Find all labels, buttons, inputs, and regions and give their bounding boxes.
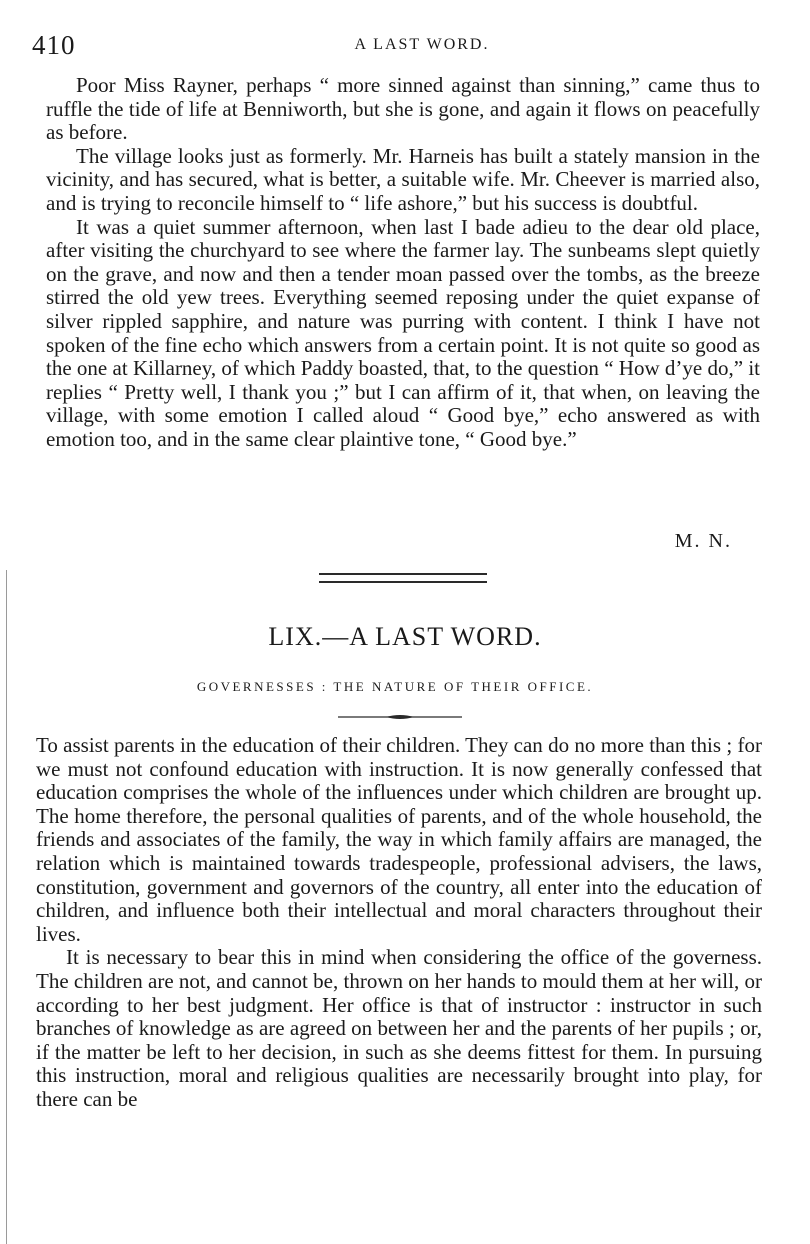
chapter-title: LIX.—A LAST WORD.	[268, 622, 542, 651]
section-divider	[319, 573, 487, 583]
paragraph: The village looks just as formerly. Mr. Harneis has built a stately mansion in the vicinity, and has secured, what is better, a suitable wife. Mr. Cheever is married also, and is trying to reconcile himself to “ life ashore,” but his success is doubtful.	[46, 143, 760, 215]
author-signature: M. N.	[674, 530, 732, 552]
page-header	[32, 30, 772, 64]
page-number: 410	[32, 30, 76, 60]
paragraph: To assist parents in the education of their children. They can do no more than this ; for we must not confound education with instruction. It is now generally confessed that education comprises the whole of the influences under which children are brought up. The home therefore, the personal qualities of parents, and of the whole household, the friends and associates of the family, the way in which family affairs are managed, the relation which is maintained towards tradespeople, professional advisers, the laws, constitution, government and governors of the country, all enter into the education of children, and influence both their intellectual and moral characters throughout their lives.	[36, 733, 762, 946]
paragraph: It was a quiet summer afternoon, when last I bade adieu to the dear old place, after visiting the churchyard to see where the farmer lay. The sunbeams slept quietly on the grave, and now and then a tender moan passed over the tombs, as the breeze stirred the old yew trees. Everything seemed reposing under the quiet expanse of silver rippled sapphire, and nature was purring with content. I think I have not spoken of the fine echo which answers from a certain point. It is not quite so good as the one at Killarney, of which Paddy boasted, that, to the question “ How d’ye do,” it replies “ Pretty well, I thank you ;” but I can affirm of it, that when, on leaving the village, with some emotion I called aloud “ Good bye,” echo answered as with emotion too, and in the same clear plaintive tone, “ Good bye.”	[46, 214, 760, 451]
paragraph: It is necessary to bear this in mind when considering the office of the governess. The children are not, and cannot be, thrown on her hands to mould them at her will, or according to her best judgment. Her office is that of instructor : instructor in such branches of knowledge as are agreed on between her and the parents of her pupils ; or, if the matter be left to her decision, in such as she deems fittest for them. In pursuing this instruction, moral and religious qualities are necessarily brought into play, for there can be	[36, 945, 762, 1111]
chapter-body	[36, 734, 762, 1112]
running-head: A LAST WORD.	[354, 36, 490, 53]
margin-rule	[6, 570, 7, 1244]
previous-article-text	[46, 74, 760, 452]
ornament-divider	[338, 712, 462, 722]
chapter-subtitle: GOVERNESSES : THE NATURE OF THEIR OFFICE.	[196, 679, 594, 694]
paragraph: Poor Miss Rayner, perhaps “ more sinned against than sinning,” came thus to ruffle the tide of life at Benniworth, but she is gone, and again it flows on peacefully as before.	[46, 73, 760, 145]
